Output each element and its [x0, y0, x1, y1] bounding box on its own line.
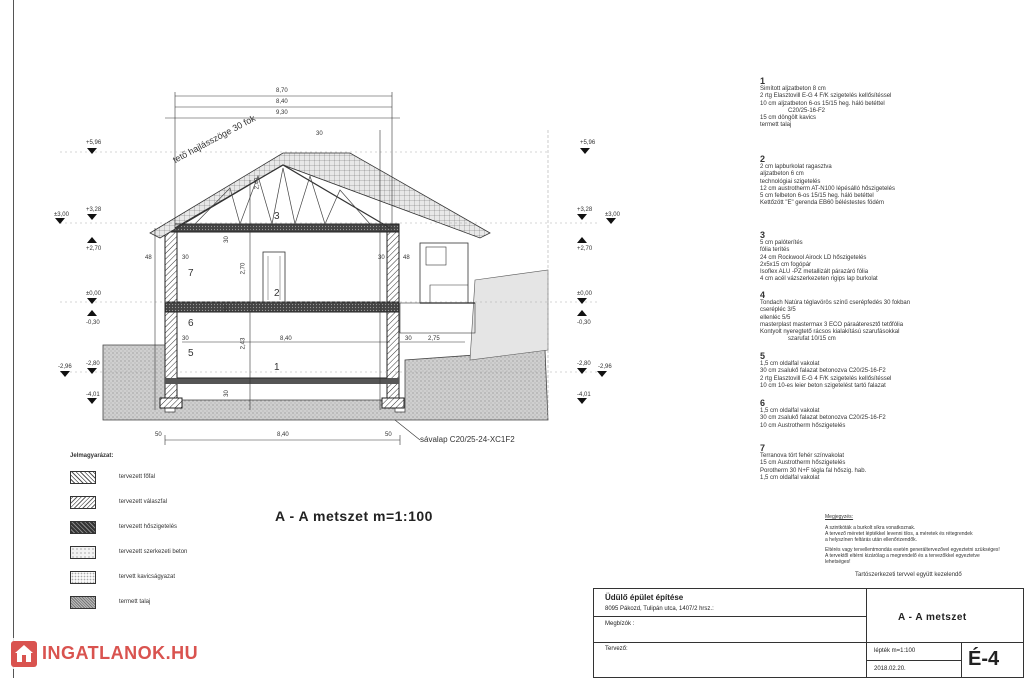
dim-top-1: 8,70: [276, 88, 288, 94]
room-number-2: 2: [274, 288, 280, 299]
dim-vert-6: 30: [223, 390, 230, 397]
project-title: Üdülő épület építése: [605, 593, 684, 602]
note-5: 5 1,5 cm oldalfal vakolat 30 cm zsalukő falazat betonozva C20/25-16-F2 2 rtg Elasztovill E-G 4 F/K szigetelés kellősítéssel 10 cm 10-es leier beton szigetelést tartó falazat: [760, 351, 892, 389]
level-left-3: ±3,00: [54, 212, 69, 218]
room-number-5: 5: [188, 348, 194, 359]
dim-bottom-1: 50: [155, 432, 162, 438]
dim-top-3: 9,30: [276, 110, 288, 116]
dim-vert-2: 2,43: [240, 337, 247, 350]
basement-slab: [165, 378, 399, 384]
remarks-footer: Tartószerkezeti tervvel együtt kezelendő: [855, 572, 962, 578]
level-left-9: -4,01: [86, 392, 100, 398]
dim-vert-1: 2,70: [240, 262, 247, 275]
room-number-1: 1: [274, 362, 280, 373]
legend-swatch: [70, 546, 96, 559]
remarks-block: Megjegyzés: A szintkóták a burkolt síkra vonatkoznak. A tervező méretet léptékkel levenni tilos, a méretek és rétegrendek a helyszínen feltárás után ellenőrizendők. Eltérés vagy tervellentmondás esetén generáltervezővel egyeztetni szükséges! A tervektől eltérni kizárólag a megrendelő és a tervezőkkel egyeztetve lehetséges!: [825, 514, 1000, 565]
room-number-7: 7: [188, 268, 194, 279]
dim-vert-5: 30: [223, 305, 230, 312]
level-left-8: -2,96: [58, 364, 72, 370]
level-right-2: +3,28: [577, 207, 593, 213]
note-1: 1 Simított aljzatbeton 8 cm 2 rtg Elasztovill E-G 4 F/K szigetelés kellősítéssel 10 cm aljzatbeton 6-os 15/15 heg. háló betéttel C20/25-16-F2 15 cm döngölt kavics termett talaj: [760, 76, 892, 129]
dim-top-small: 30: [316, 131, 323, 137]
roof-angle-label: tető hajlásszöge 30 fok: [171, 113, 258, 166]
dim-bottom-2: 8,40: [277, 432, 289, 438]
dim-vert-4: 30: [223, 236, 230, 243]
terrace-annex: [400, 243, 475, 333]
title-block-divider-v2: [961, 642, 962, 678]
legend-swatch: [70, 471, 96, 484]
title-block-divider-h2: [593, 642, 1024, 643]
watermark: [8, 638, 213, 669]
dim-inner-3: 30: [182, 255, 189, 261]
note-3: 3 5 cm palóterítés fólia terítés 24 cm Rockwool Airock LD hőszigetelés 2x5x15 cm fogópár Isoflex ALU -PZ metallizált párazáró fólia 4 cm acél vázszerkezeten rigips lap burkolat: [760, 230, 878, 283]
dim-inner-2: 2,75: [428, 336, 440, 342]
designer-label: Tervező:: [605, 646, 628, 652]
note-2: 2 2 cm lapburkolat ragasztva aljzatbeton 6 cm technológiai szigetelés 12 cm austrotherm AT-N100 lépésálló hőszigetelés 5 cm felbeton 6-os 15/15 heg. háló betéttel Kettőzött "E" gerenda EB60 béléstestes födém: [760, 154, 895, 207]
room-number-3: 3: [274, 211, 280, 222]
note-4: 4 Tondach Natúra téglavörös színű cserépfedés 30 fokban cserépléc 3/5 ellenléc 5/5 masterplast mastermax 3 ECO páraáteresztő tetőfólia Kontyolt nyeregtető rácsos kialakítású szarufásokkal szarufat 10/15 cm: [760, 290, 911, 343]
level-right-3: ±3,00: [605, 212, 620, 218]
basement-wall-right: [387, 310, 399, 405]
scale-label: lépték m=1:100: [874, 648, 916, 654]
floor-slab: [165, 302, 399, 312]
client-label: Megbízók :: [605, 621, 635, 627]
date-label: 2018.02.20.: [874, 666, 906, 672]
level-right-1: +5,96: [580, 140, 596, 146]
level-left-1: +5,96: [86, 140, 102, 146]
section-title: A - A metszet m=1:100: [275, 508, 433, 524]
level-right-6: -0,30: [577, 320, 591, 326]
legend-swatch: [70, 571, 96, 584]
wall-right: [387, 228, 399, 302]
level-right-5: ±0,00: [577, 291, 592, 297]
level-right-8: -2,96: [598, 364, 612, 370]
level-left-4: +2,70: [86, 246, 102, 252]
ceiling-slab: [165, 224, 399, 232]
level-left-2: +3,28: [86, 207, 102, 213]
footing-left: [160, 398, 182, 408]
legend-swatch: [70, 521, 96, 534]
footing-right: [382, 398, 404, 408]
note-6: 6 1,5 cm oldalfal vakolat 30 cm zsalukő falazat betonozva C20/25-16-F2 10 cm Austrotherm hőszigetelés: [760, 398, 886, 429]
title-block-divider-h3: [866, 660, 962, 661]
dim-inner-7: 48: [145, 255, 152, 261]
title-block-divider-v: [866, 588, 867, 678]
dim-inner-8: 48: [403, 255, 410, 261]
title-block-divider-h1: [593, 616, 867, 617]
dim-inner-1: 8,40: [280, 336, 292, 342]
level-right-4: +2,70: [577, 246, 593, 252]
dim-bottom-3: 50: [385, 432, 392, 438]
project-address: 8095 Pákozd, Tulipán utca, 1407/2 hrsz.:: [605, 606, 714, 612]
wall-left: [165, 228, 177, 302]
level-right-9: -4,01: [577, 392, 591, 398]
dim-inner-5: 30: [182, 336, 189, 342]
sheet-title: A - A metszet: [898, 612, 967, 623]
dim-top-2: 8,40: [276, 99, 288, 105]
level-right-7: -2,80: [577, 361, 591, 367]
dim-vert-3: 2,40: [254, 177, 261, 190]
dim-inner-6: 30: [405, 336, 412, 342]
dim-inner-4: 30: [378, 255, 385, 261]
house-logo-icon: [11, 641, 37, 667]
foundation-label: sávalap C20/25-24-XC1F2: [420, 435, 515, 444]
level-left-6: -0,30: [86, 320, 100, 326]
legend-swatch: [70, 596, 96, 609]
note-7: 7 Terranova tört fehér színvakolat 15 cm Austrotherm hőszigetelés Porotherm 30 N+F tégla fal hőszig. hab. 1,5 cm oldalfal vakolat: [760, 443, 867, 481]
basement-wall-left: [165, 310, 177, 405]
level-left-7: -2,80: [86, 361, 100, 367]
legend-title: Jelmagyarázat:: [70, 453, 114, 459]
level-left-5: ±0,00: [86, 291, 101, 297]
room-number-6: 6: [188, 318, 194, 329]
watermark-text: INGATLANOK.HU: [42, 643, 199, 663]
legend-swatch: [70, 496, 96, 509]
sheet-code: É-4: [968, 648, 1000, 670]
